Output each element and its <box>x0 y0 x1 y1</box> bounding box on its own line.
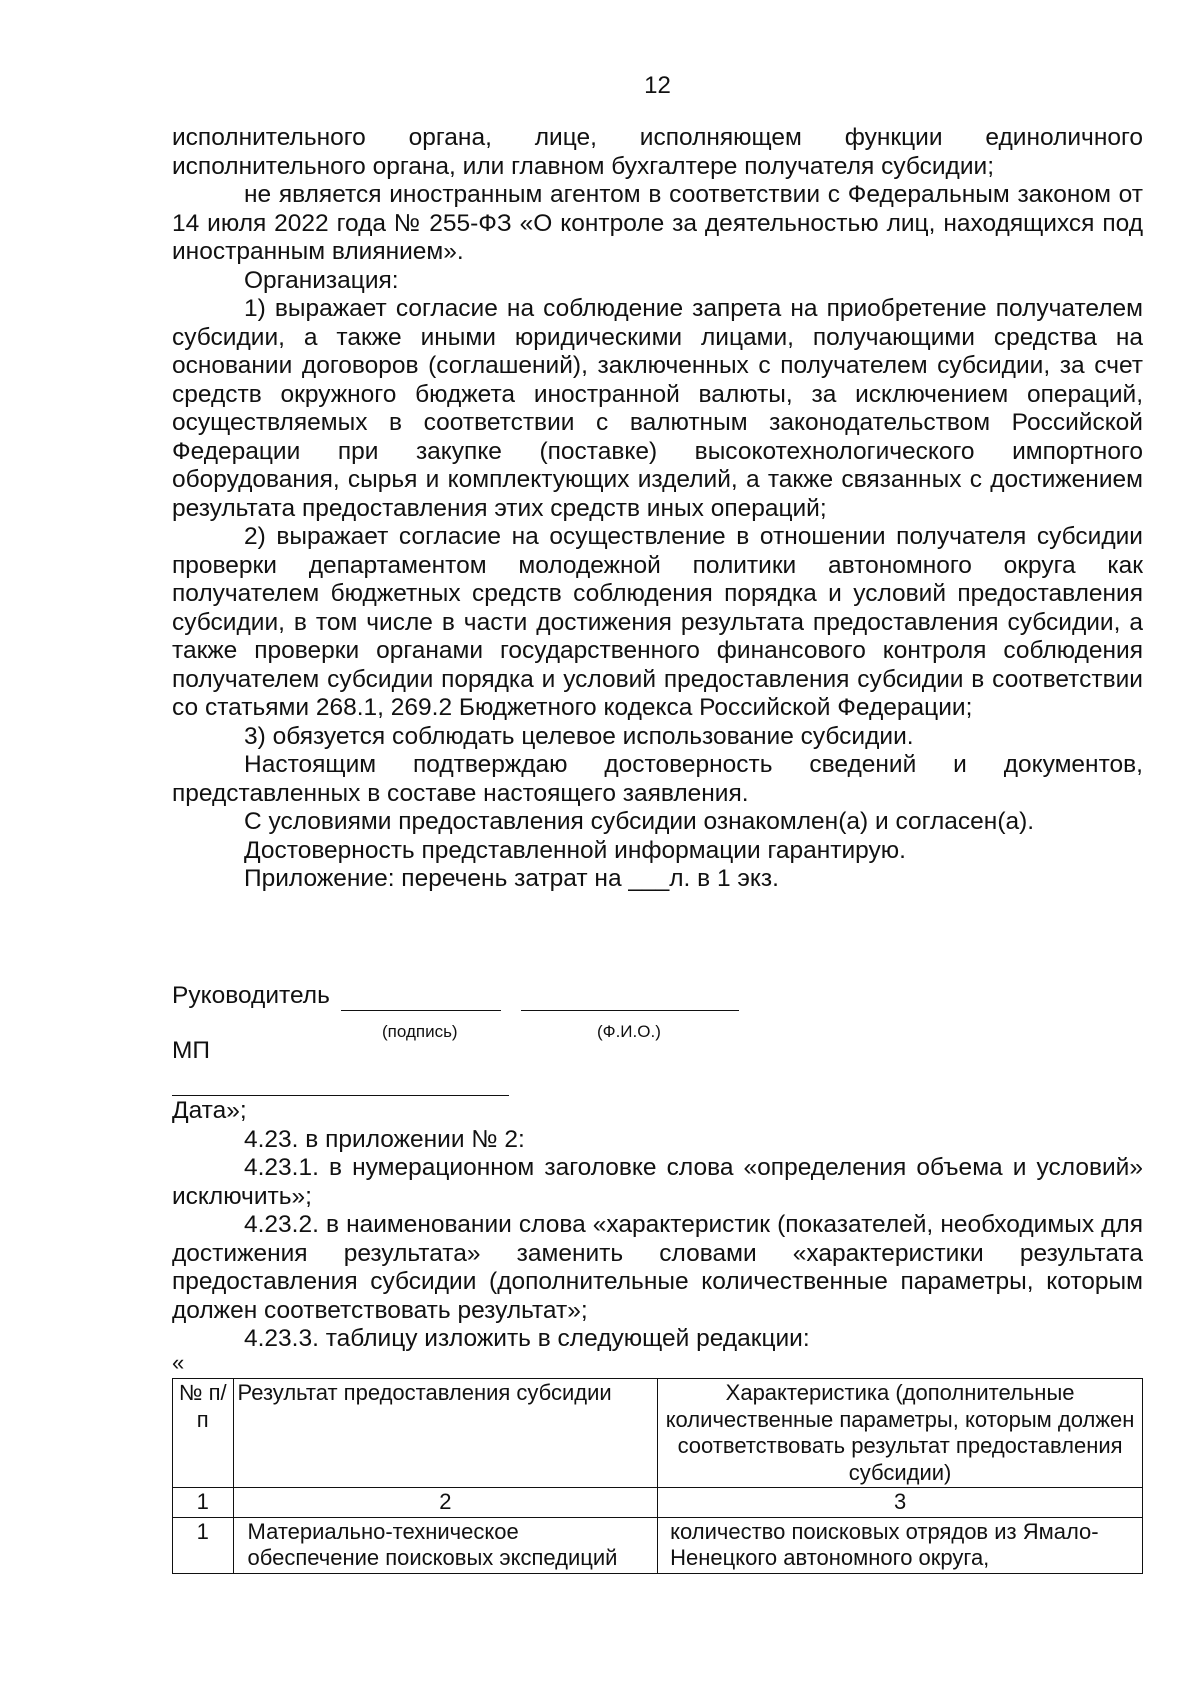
paragraph: Организация: <box>244 266 399 294</box>
signature-line <box>341 982 501 1011</box>
stamp-label: МП <box>172 1037 211 1064</box>
paragraph: Приложение: перечень затрат на ___л. в 1 экз. <box>244 865 779 892</box>
amendment-item: 4.23. в приложении № 2: <box>244 1125 525 1153</box>
date-line <box>172 1095 509 1096</box>
amendment-item: 4.23.3. таблицу изложить в следующей редакции: <box>244 1325 810 1352</box>
paragraph: Настоящим подтверждаю достоверность сведений и документов, представленных в составе настоящего заявления. <box>172 751 1143 807</box>
amendments-block <box>172 1097 1143 1354</box>
table-row <box>173 1517 1143 1573</box>
open-quote: « <box>172 1350 185 1375</box>
table-cell: количество поисковых отрядов из Ямало-Ненецкого автономного округа, <box>658 1517 1143 1573</box>
results-table <box>172 1378 1143 1574</box>
table-cell: Материально-техническое обеспечение поисковых экспедиций <box>233 1517 658 1573</box>
header-number: № п/п <box>173 1379 234 1488</box>
paragraph: 2) выражает согласие на осуществление в отношении получателя субсидии проверки департаментом молодежной политики автономного округа как получателем бюджетных средств соблюдения порядка и условий предоставления субсидии, в том числе в части достижения результата предоставления субсидии, а также проверки органами государственного финансового контроля соблюдения получателем субсидии порядка и условий предоставления субсидии в соответствии со статьями 268.1, 269.2 Бюджетного кодекса Российской Федерации; <box>172 523 1143 721</box>
document-body <box>172 124 1143 894</box>
paragraph: С условиями предоставления субсидии ознакомлен(а) и согласен(а). <box>244 808 1035 835</box>
paragraph: не является иностранным агентом в соответствии с Федеральным законом от 14 июля 2022 года № 255-ФЗ «О контроле за деятельностью лиц, находящихся под иностранным влиянием». <box>172 181 1143 265</box>
table-cell: 1 <box>173 1488 234 1518</box>
header-result: Результат предоставления субсидии <box>233 1379 658 1488</box>
amendment-item: 4.23.1. в нумерационном заголовке слова «определения объема и условий» исключить»; <box>172 1154 1143 1210</box>
amendment-item: 4.23.2. в наименовании слова «характеристик (показателей, необходимых для достижения результата» заменить словами «характеристики результата предоставления субсидии (дополнительные количественные параметры, которым должен соответствовать результат»; <box>172 1211 1143 1324</box>
paragraph: исполнительного органа, лице, исполняющем функции единоличного исполнительного органа, или главном бухгалтере получателя субсидии; <box>172 124 1143 180</box>
table-numbering-row <box>173 1488 1143 1518</box>
table-cell: 3 <box>658 1488 1143 1518</box>
table-cell: 1 <box>173 1517 234 1573</box>
head-label: Руководитель <box>172 982 330 1009</box>
paragraph: 1) выражает согласие на соблюдение запрета на приобретение получателем субсидии, а также иными юридическими лицами, получающими средства на основании договоров (соглашений), заключенных с получателем субсидии, за счет средств окружного бюджета иностранной валюты, за исключением операций, осуществляемых в соответствии с валютным законодательством Российской Федерации при закупке (поставке) высокотехнологического импортного оборудования, сырья и комплектующих изделий, а также связанных с достижением результата предоставления этих средств иных операций; <box>172 295 1143 522</box>
signature-block <box>172 982 1143 1012</box>
table-cell: 2 <box>233 1488 658 1518</box>
header-characteristic: Характеристика (дополнительные количественные параметры, которым должен соответствовать результат предоставления субсидии) <box>658 1379 1143 1488</box>
page-number: 12 <box>644 72 671 99</box>
name-line <box>521 982 739 1011</box>
table-header-row <box>173 1379 1143 1488</box>
paragraph: 3) обязуется соблюдать целевое использование субсидии. <box>244 722 914 750</box>
name-caption: (Ф.И.О.) <box>597 1022 661 1041</box>
signature-caption: (подпись) <box>382 1022 458 1041</box>
date-label: Дата»; <box>172 1097 247 1124</box>
paragraph: Достоверность представленной информации гарантирую. <box>244 836 906 864</box>
